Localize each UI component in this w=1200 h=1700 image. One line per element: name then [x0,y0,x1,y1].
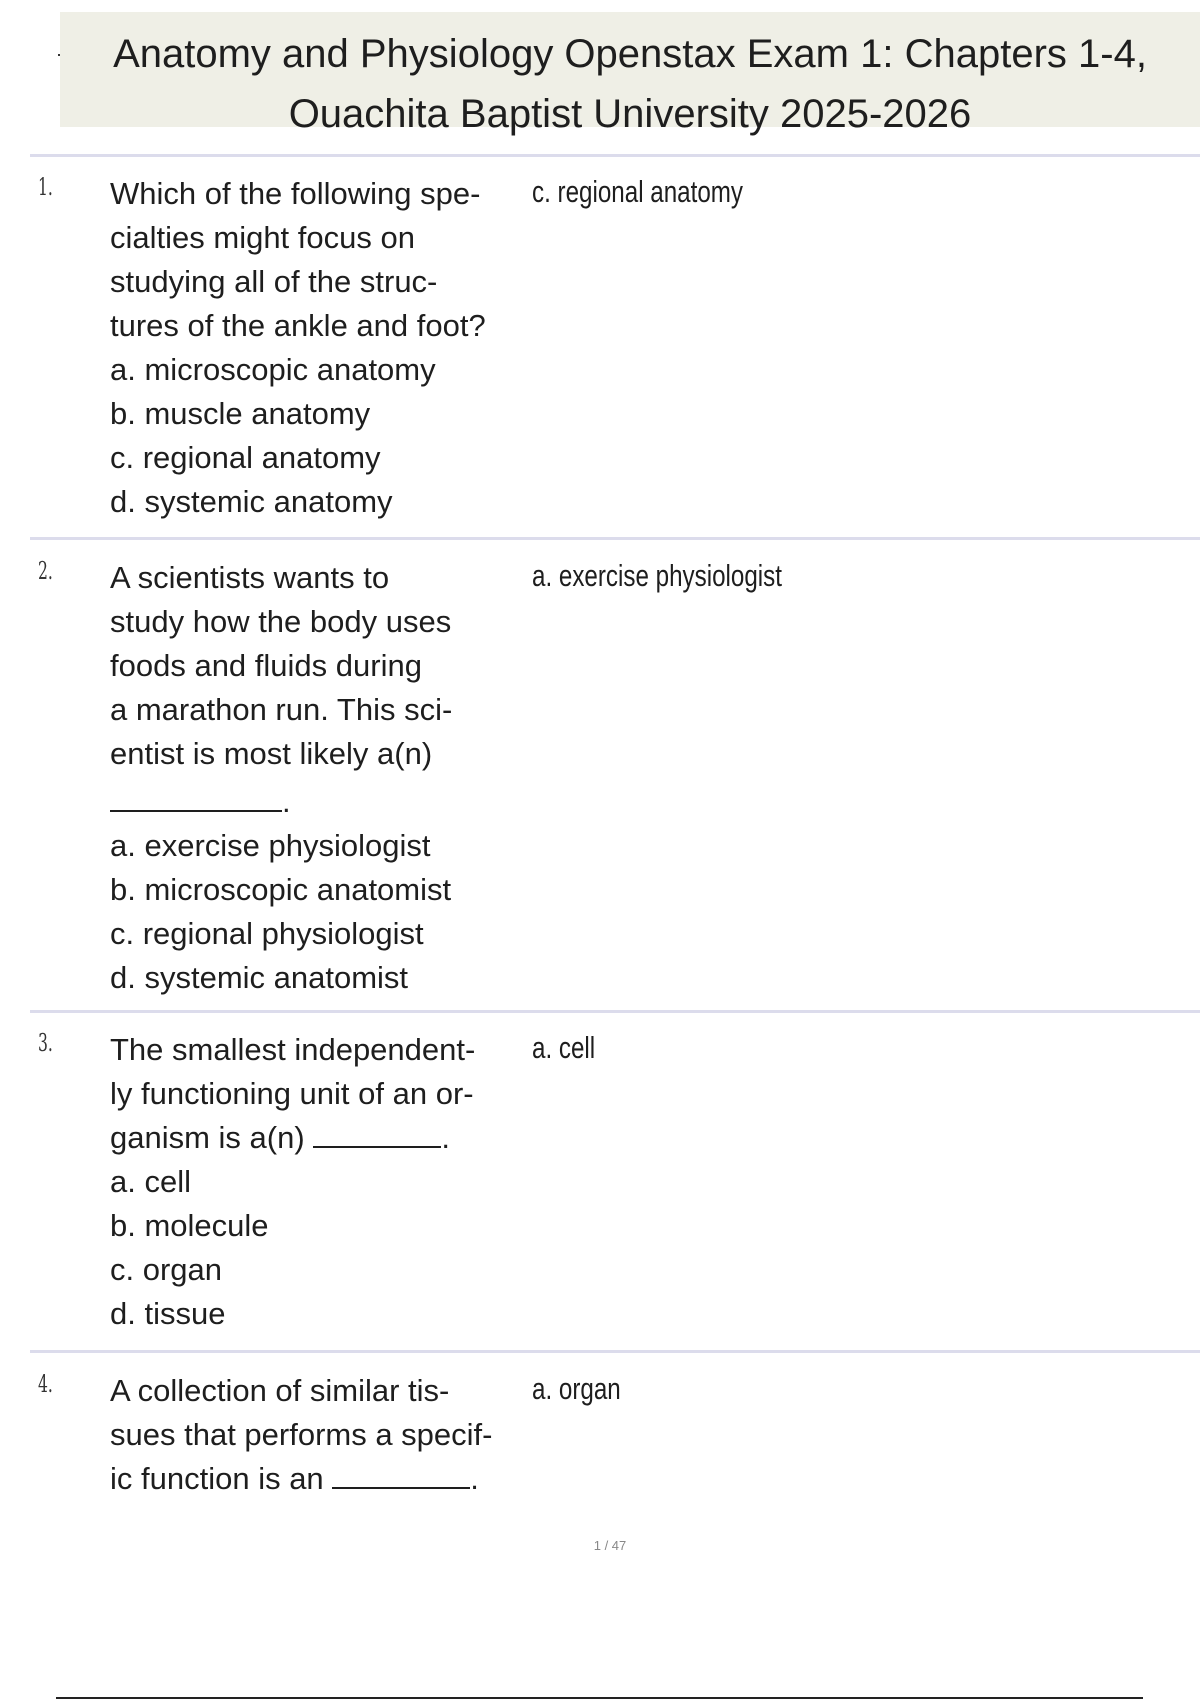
document-title-line-2: Ouachita Baptist University 2025-2026 [288,92,972,136]
question-line: foods and fluids during [110,648,422,683]
footer-rule [56,1697,1143,1699]
option-a: a. cell [110,1164,191,1199]
question-line [110,1116,530,1160]
question-number: 1. [38,173,53,201]
option-a: a. microscopic anatomy [110,352,436,387]
question-line: cialties might focus on [110,220,415,255]
option-b: b. microscopic anatomist [110,872,452,907]
option-a: a. exercise physiologist [110,828,431,863]
question-line: The smallest independent- [110,1032,476,1067]
question-line [110,1457,530,1501]
option-c: c. regional anatomy [110,440,381,475]
question-number: 3. [38,1029,53,1057]
question-text [110,1369,530,1501]
question-number: 4. [38,1370,53,1398]
question-line: A scientists wants to [110,560,390,595]
margin-mark [58,54,60,56]
question-line: A collection of similar tis- [110,1373,450,1408]
answer-blank [313,1118,441,1148]
question-text [110,1028,530,1336]
question-line: entist is most likely a(n) [110,736,433,771]
question-line: Which of the following spe- [110,176,481,211]
question-line: a marathon run. This sci- [110,692,453,727]
divider [30,1350,1200,1353]
option-c: c. organ [110,1252,223,1287]
blank-suffix: . [282,784,291,819]
option-list [110,1160,530,1336]
question-line: tures of the ankle and foot? [110,308,486,343]
option-c: c. regional physiologist [110,916,424,951]
option-d: d. systemic anatomist [110,960,409,995]
option-d: d. systemic anatomy [110,484,393,519]
divider [30,1010,1200,1013]
title-banner [60,12,1200,136]
question-line: sues that performs a specif- [110,1417,493,1452]
question-line-text: ganism is a(n) [110,1120,305,1155]
option-list [110,824,530,1000]
question-line: ly functioning unit of an or- [110,1076,474,1111]
question-line: study how the body uses [110,604,452,639]
option-list [110,348,530,524]
option-b: b. molecule [110,1208,269,1243]
answer-text: a. organ [532,1371,621,1406]
divider [30,537,1200,540]
option-d: d. tissue [110,1296,226,1331]
question-text [110,556,530,1000]
blank-suffix: . [441,1120,450,1155]
divider [30,154,1200,157]
answer-blank [110,782,282,812]
blank-line [110,780,530,824]
answer-text: c. regional anatomy [532,174,744,209]
question-number: 2. [38,557,53,585]
question-line-text: ic function is an [110,1461,324,1496]
option-b: b. muscle anatomy [110,396,371,431]
document-title-line-1: Anatomy and Physiology Openstax Exam 1: Chapters 1-4, [113,32,1147,76]
answer-text: a. exercise physiologist [532,558,782,593]
answer-blank [332,1459,470,1489]
blank-suffix: . [470,1461,479,1496]
page-number: 1 / 47 [593,1538,627,1553]
question-line: studying all of the struc- [110,264,438,299]
question-text [110,172,530,524]
answer-text: a. cell [532,1030,596,1065]
